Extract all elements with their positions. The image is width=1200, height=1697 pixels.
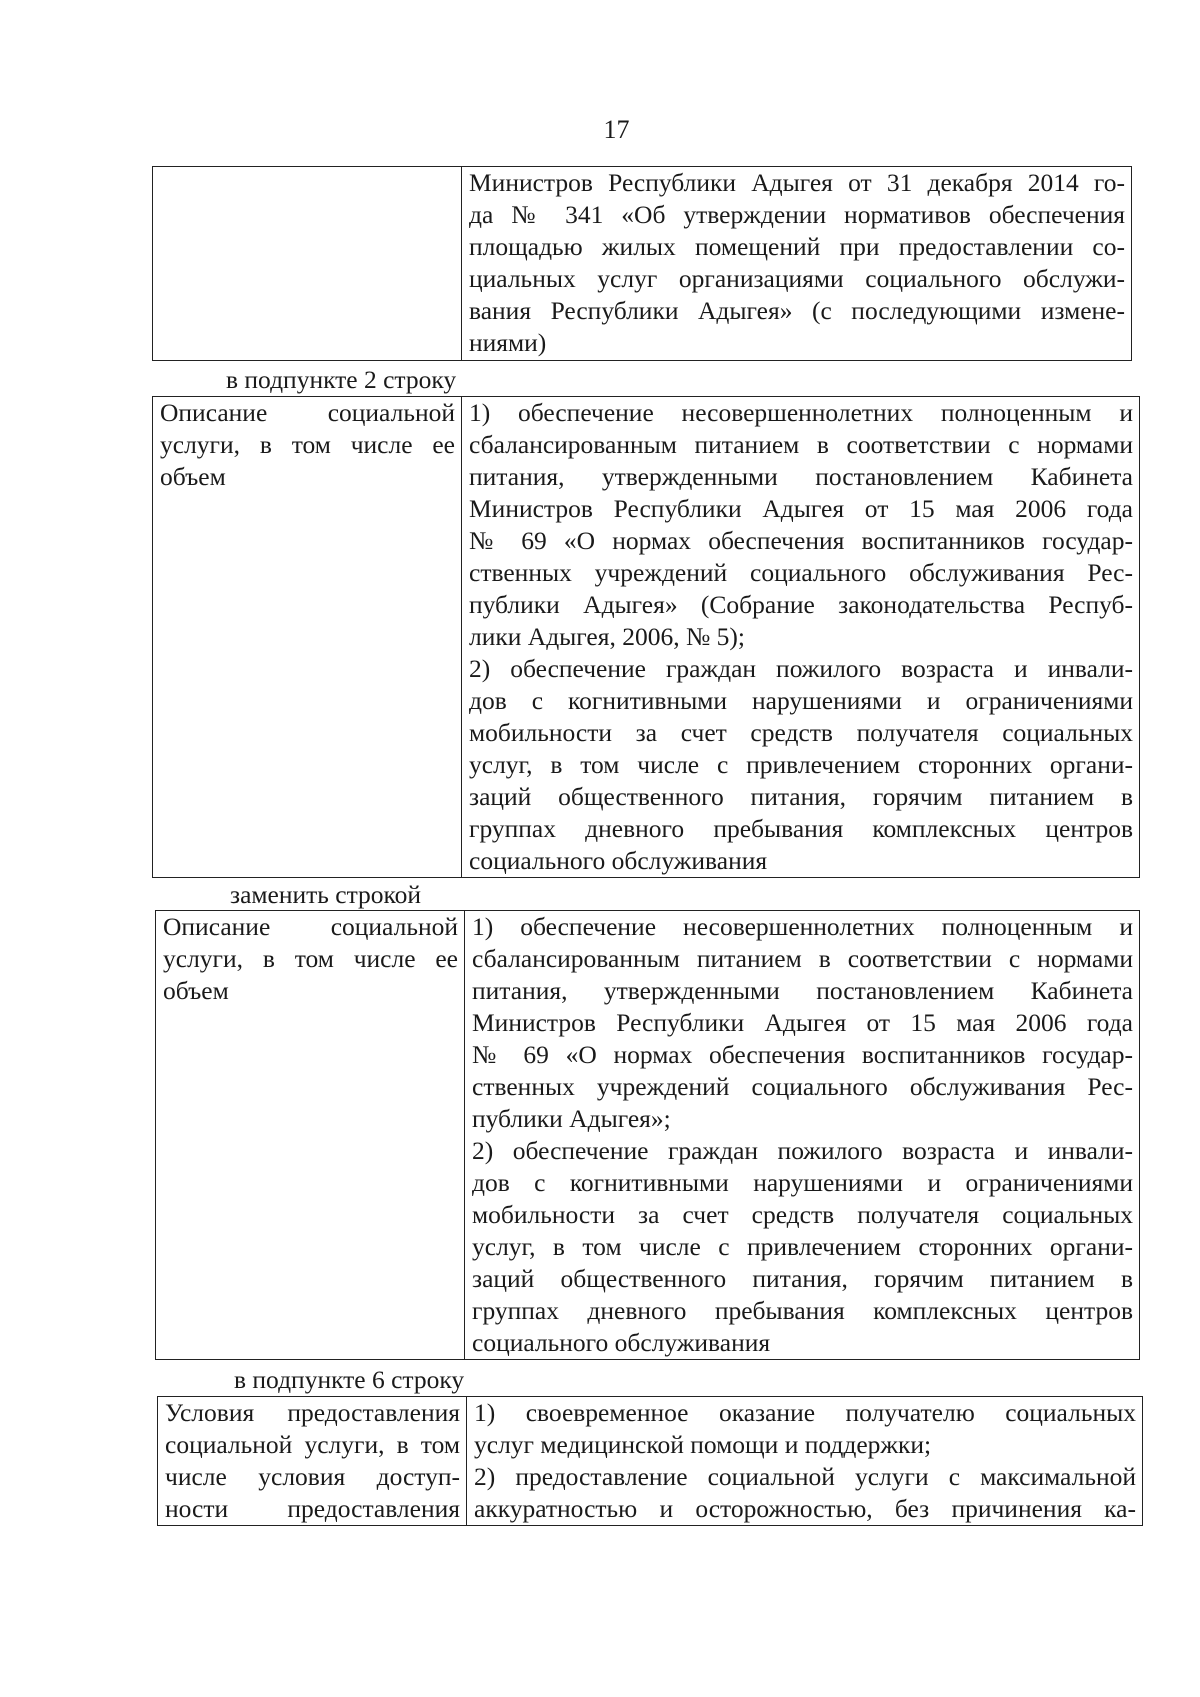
text-line: дов с когнитивными нарушениями и ограничениями xyxy=(469,686,1133,715)
left-cell xyxy=(153,167,462,361)
text-line: публики Адыгея» (Собрание законодательства Респуб- xyxy=(469,590,1133,619)
instruction-text: заменить строкой xyxy=(230,880,422,909)
text-line: заций общественного питания, горячим питанием в xyxy=(469,782,1133,811)
text-line: 2) предоставление социальной услуги с максимальной xyxy=(474,1462,1136,1491)
instruction-text: в подпункте 2 строку xyxy=(226,365,457,394)
text-line: № 69 «О нормах обеспечения воспитанников государ- xyxy=(472,1040,1133,1069)
left-cell xyxy=(158,1397,467,1526)
text-line: вания Республики Адыгея» (с последующими измене- xyxy=(469,296,1125,325)
text-line: ственных учреждений социального обслуживания Рес- xyxy=(472,1072,1133,1101)
text-line: социального обслуживания xyxy=(469,846,768,875)
text-line: питания, утвержденными постановлением Кабинета xyxy=(472,976,1133,1005)
text-line: площадью жилых помещений при предоставлении со- xyxy=(469,232,1125,261)
text-line: питания, утвержденными постановлением Кабинета xyxy=(469,462,1133,491)
text-line: 1) обеспечение несовершеннолетних полноценным и xyxy=(472,912,1133,941)
text-line: мобильности за счет средств получателя социальных xyxy=(472,1200,1133,1229)
text-line: 1) своевременное оказание получателю социальных xyxy=(474,1398,1136,1427)
text-line: услуг, в том числе с привлечением сторонних органи- xyxy=(472,1232,1133,1261)
text-line: социальной услуги, в том xyxy=(165,1430,460,1459)
text-line: 2) обеспечение граждан пожилого возраста и инвали- xyxy=(472,1136,1133,1165)
right-cell xyxy=(465,911,1140,1360)
text-line: группах дневного пребывания комплексных центров xyxy=(472,1296,1133,1325)
right-cell xyxy=(462,167,1132,361)
table-row xyxy=(153,167,1132,361)
text-line: дов с когнитивными нарушениями и ограничениями xyxy=(472,1168,1133,1197)
text-line: ниями) xyxy=(469,328,547,357)
left-cell xyxy=(153,397,462,878)
left-cell xyxy=(156,911,465,1360)
text-line: числе условия доступ- xyxy=(165,1462,460,1491)
right-cell xyxy=(467,1397,1143,1526)
text-line: группах дневного пребывания комплексных центров xyxy=(469,814,1133,843)
text-line: услуги, в том числе ее xyxy=(160,430,455,459)
text-line: 2) обеспечение граждан пожилого возраста и инвали- xyxy=(469,654,1133,683)
text-line: социального обслуживания xyxy=(472,1328,771,1357)
table-row xyxy=(156,911,1140,1360)
text-line: сбалансированным питанием в соответствии с нормами xyxy=(469,430,1133,459)
text-line: да № 341 «Об утверждении нормативов обеспечения xyxy=(469,200,1125,229)
text-line: публики Адыгея»; xyxy=(472,1104,671,1133)
text-line: Министров Республики Адыгея от 31 декабря 2014 го- xyxy=(469,168,1125,197)
text-line: циальных услуг организациями социального обслужи- xyxy=(469,264,1125,293)
text-line: Условия предоставления xyxy=(165,1398,460,1427)
table-continuation xyxy=(152,166,1132,361)
text-line: заций общественного питания, горячим питанием в xyxy=(472,1264,1133,1293)
text-line: 1) обеспечение несовершеннолетних полноценным и xyxy=(469,398,1133,427)
text-line: мобильности за счет средств получателя социальных xyxy=(469,718,1133,747)
text-line: аккуратностью и осторожностью, без причинения ка- xyxy=(474,1494,1136,1523)
text-line: объем xyxy=(160,462,226,491)
text-line: Министров Республики Адыгея от 15 мая 2006 года xyxy=(469,494,1133,523)
text-line: Описание социальной xyxy=(163,912,458,941)
text-line: услуги, в том числе ее xyxy=(163,944,458,973)
text-line: № 69 «О нормах обеспечения воспитанников государ- xyxy=(469,526,1133,555)
text-line: Министров Республики Адыгея от 15 мая 2006 года xyxy=(472,1008,1133,1037)
text-line: услуг, в том числе с привлечением сторонних органи- xyxy=(469,750,1133,779)
table-conditions xyxy=(157,1396,1143,1526)
right-cell xyxy=(462,397,1140,878)
table-row xyxy=(153,397,1140,878)
instruction-text: в подпункте 6 строку xyxy=(234,1365,465,1394)
page-number: 17 xyxy=(603,115,630,144)
text-line: объем xyxy=(163,976,229,1005)
text-line: сбалансированным питанием в соответствии с нормами xyxy=(472,944,1133,973)
table-old-row xyxy=(152,396,1140,878)
table-new-row xyxy=(155,910,1140,1360)
table-row xyxy=(158,1397,1143,1526)
text-line: ственных учреждений социального обслуживания Рес- xyxy=(469,558,1133,587)
text-line: ности предоставления xyxy=(165,1494,460,1523)
text-line: Описание социальной xyxy=(160,398,455,427)
text-line: услуг медицинской помощи и поддержки; xyxy=(474,1430,932,1459)
text-line: лики Адыгея, 2006, № 5); xyxy=(469,622,746,651)
